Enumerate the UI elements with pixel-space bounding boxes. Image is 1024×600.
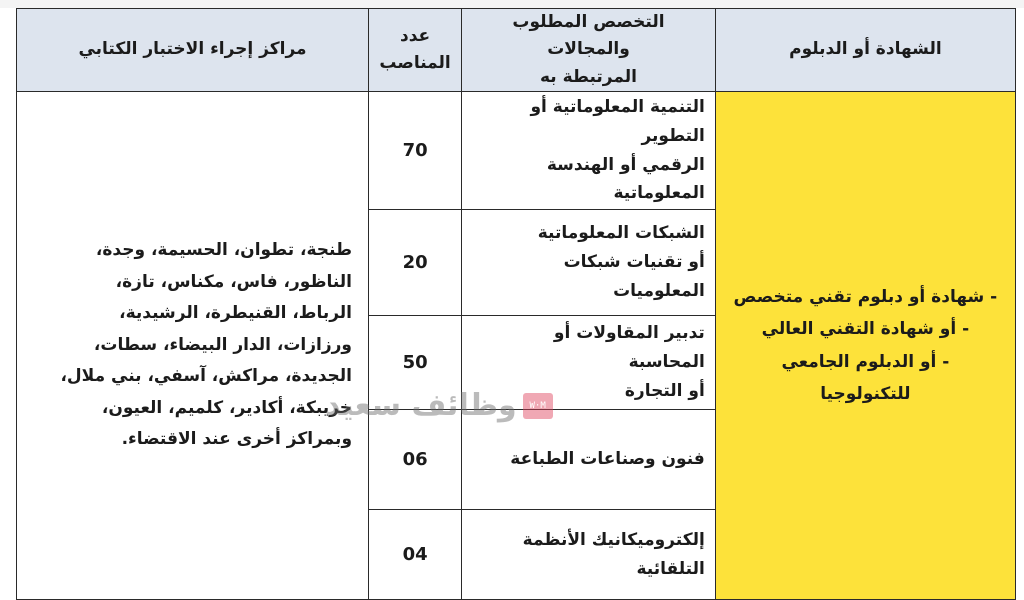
count-cell: 04 (369, 510, 462, 600)
centers-cell (17, 92, 369, 600)
specialty-line: تدبير المقاولات أو المحاسبة (553, 323, 705, 373)
centers-line: ورزازات، الدار البيضاء، سطات، (93, 334, 353, 355)
header-diploma: الشهادة أو الدبلوم (715, 9, 1015, 92)
header-centers: مراكز إجراء الاختبار الكتابي (17, 9, 369, 92)
diploma-line: - شهادة أو دبلوم تقني متخصص (733, 286, 998, 307)
specialty-line: الرقمي أو الهندسة المعلوماتية (546, 154, 705, 204)
specialty-cell (462, 92, 716, 210)
diploma-cell (715, 92, 1015, 600)
jobs-table (16, 8, 1016, 600)
centers-line: الرباط، القنيطرة، الرشيدية، (119, 303, 353, 324)
specialty-cell (462, 210, 716, 316)
specialty-line: أو تقنيات شبكات المعلوميات (563, 252, 705, 301)
count-cell: 70 (369, 92, 462, 210)
diploma-line: - أو شهادة التقني العالي (761, 319, 970, 340)
header-count-line: عدد (400, 25, 431, 46)
specialty-line: إلكتروميكانيك الأنظمة (522, 529, 705, 550)
count-cell: 06 (369, 410, 462, 510)
centers-line: خريبكة، أكادير، كلميم، العيون، (101, 397, 353, 418)
header-count (369, 9, 462, 92)
count-cell: 20 (369, 210, 462, 316)
specialty-line: فنون وصناعات الطباعة (510, 449, 705, 470)
diploma-line: للتكنولوجيا (820, 383, 911, 404)
header-specialty-line: المرتبطة به (539, 66, 637, 87)
centers-line: وبمراكز أخرى عند الاقتضاء. (121, 429, 353, 450)
specialty-cell (462, 410, 716, 510)
specialty-line: التلقائية (636, 558, 705, 579)
specialty-line: الشبكات المعلوماتية (537, 223, 705, 244)
table-row (17, 92, 1016, 210)
specialty-cell (462, 510, 716, 600)
top-strip (0, 0, 1024, 8)
watermark-text: وظائف سعيد (325, 388, 517, 423)
watermark-logo-icon: W·M (523, 393, 553, 419)
count-cell: 50 (369, 316, 462, 410)
header-row (17, 9, 1016, 92)
centers-line: الناظور، فاس، مكناس، تازة، (115, 271, 353, 292)
header-specialty (462, 9, 716, 92)
header-specialty-line: التخصص المطلوب والمجالات (512, 12, 665, 60)
specialty-line: التنمية المعلوماتية أو التطوير (530, 96, 705, 146)
specialty-line: أو التجارة (624, 380, 705, 401)
centers-line: الجديدة، مراكش، آسفي، بني ملال، (60, 366, 353, 387)
diploma-line: - أو الدبلوم الجامعي (781, 351, 950, 372)
centers-line: طنجة، تطوان، الحسيمة، وجدة، (95, 240, 353, 261)
header-count-line: المناصب (379, 53, 451, 73)
watermark (325, 388, 553, 423)
